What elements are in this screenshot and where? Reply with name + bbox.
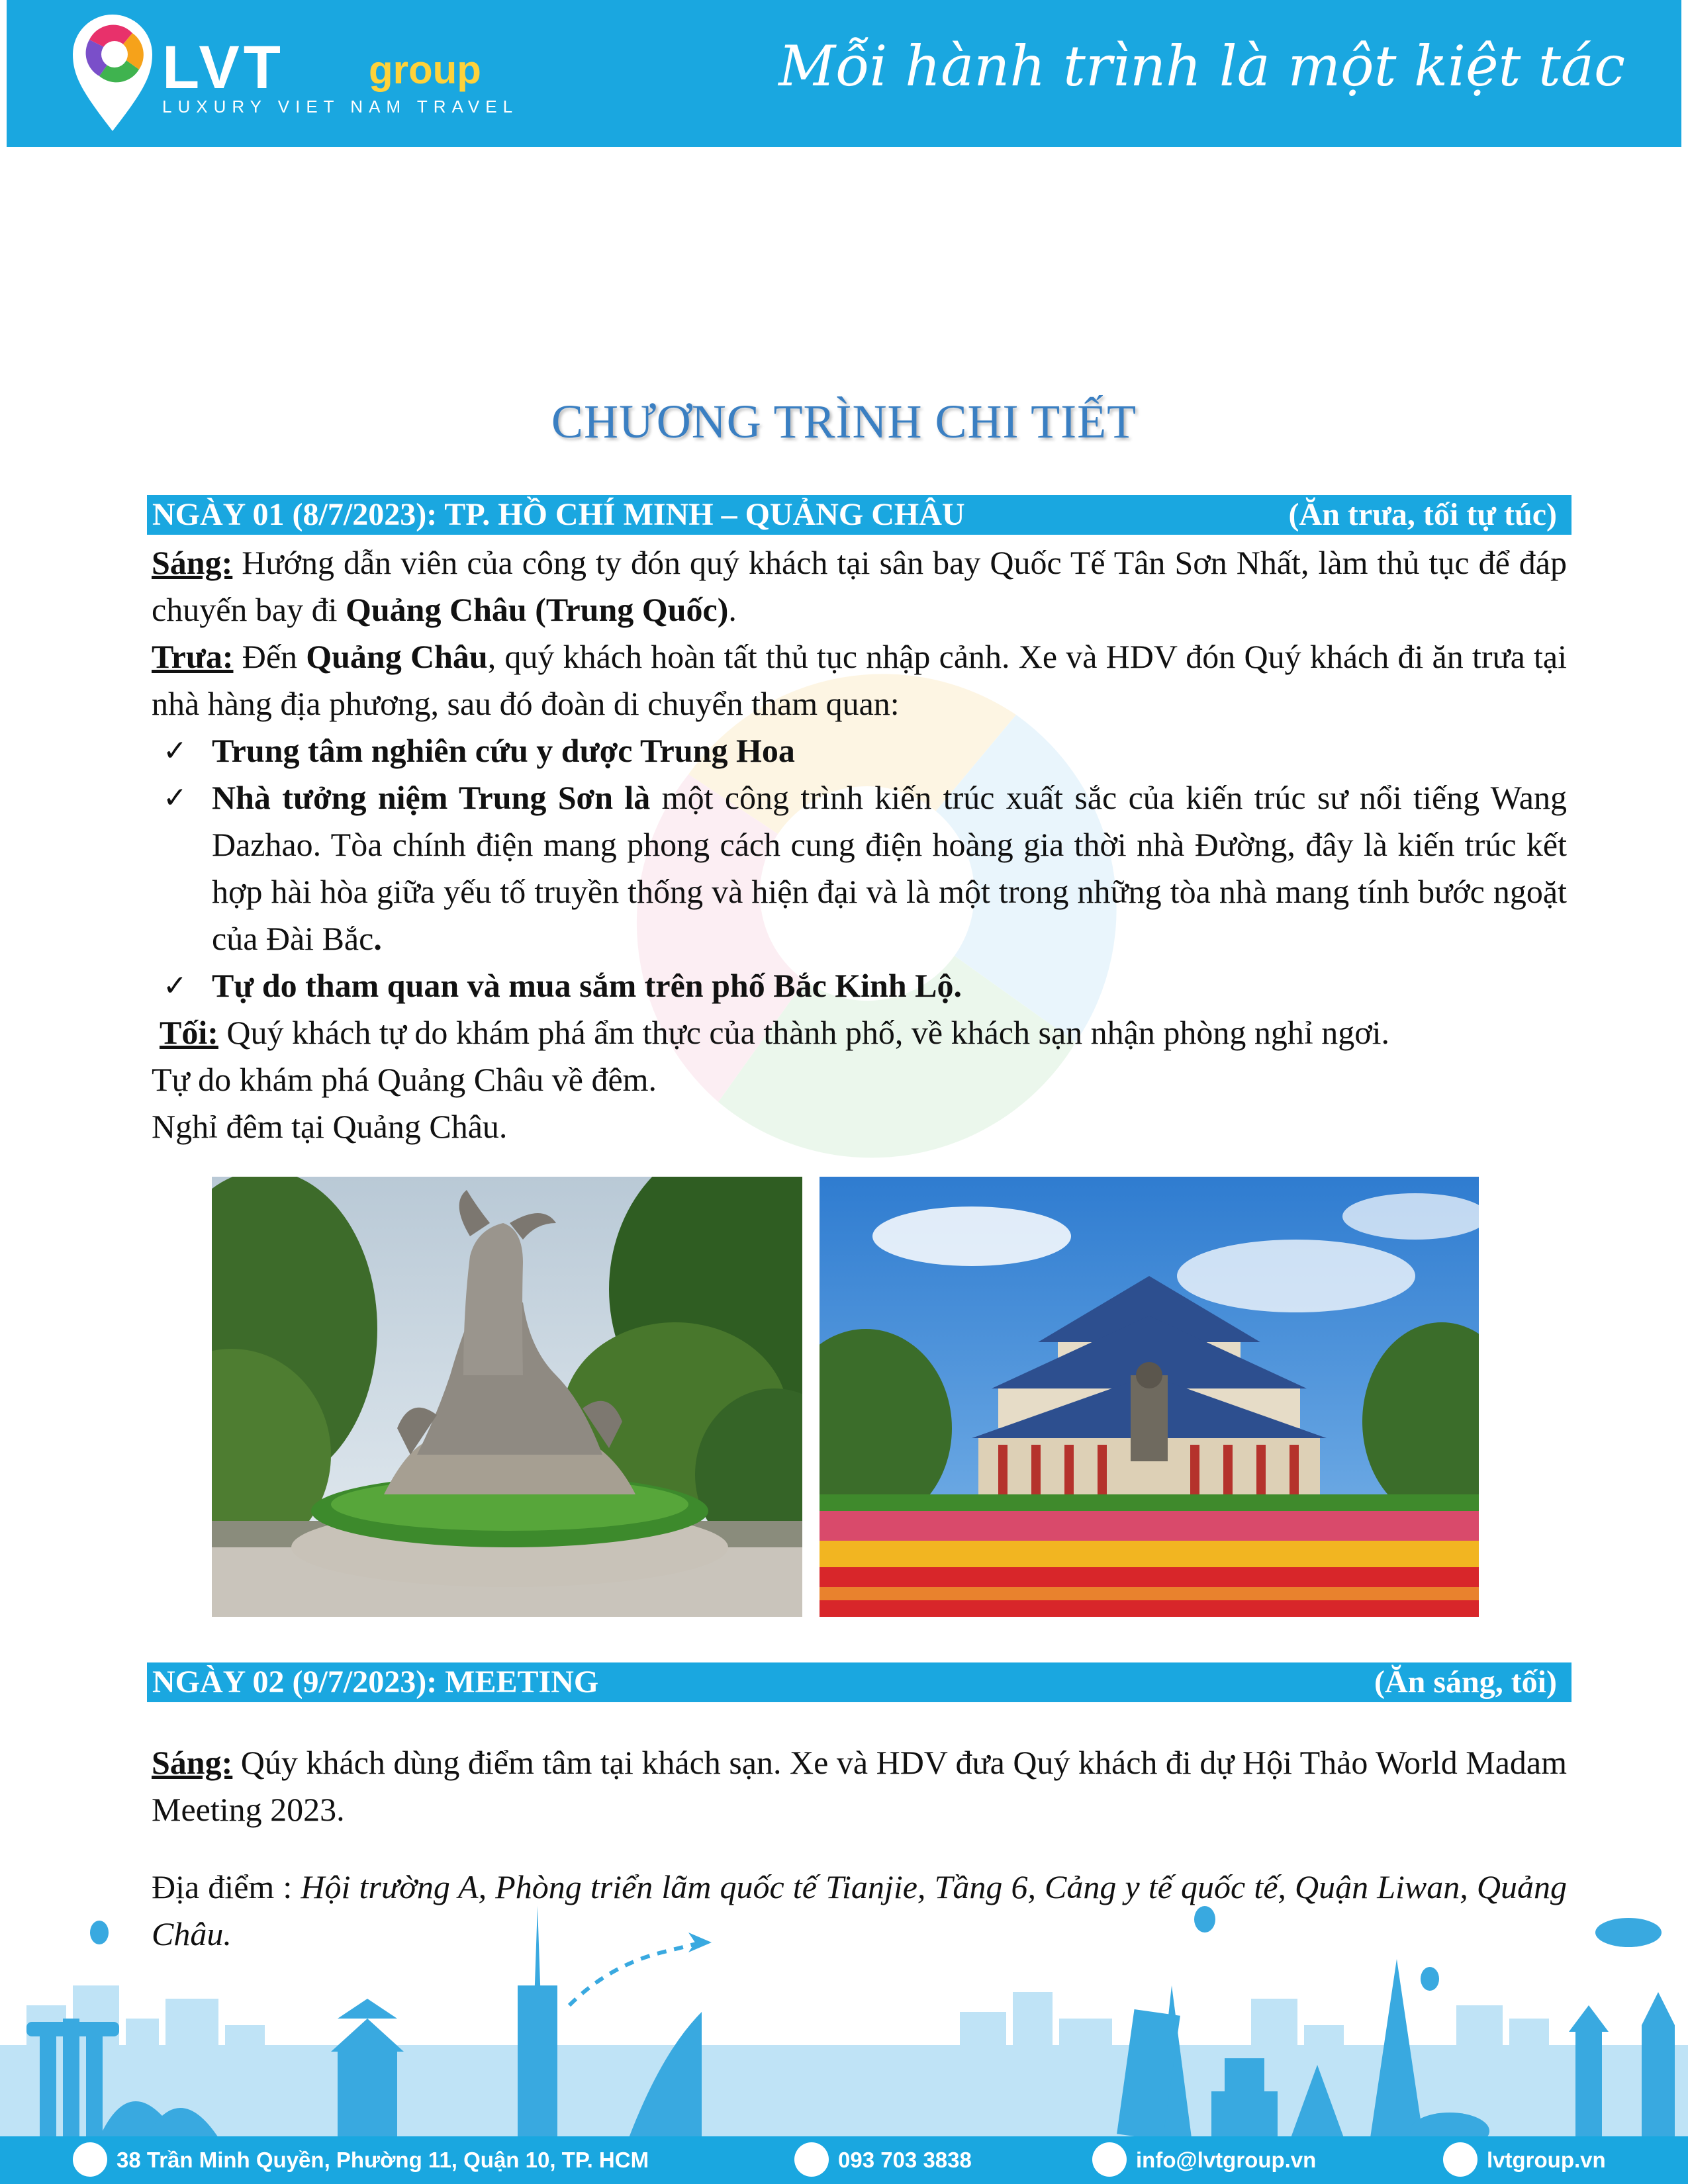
venue-address: Hội trường A, Phòng triển lãm quốc tế Tianjie, Tầng 6, Cảng y tế quốc tế, Quận Liwan, Quảng Châu. xyxy=(152,1868,1568,1952)
free-night-line: Tự do khám phá Quảng Châu về đêm. xyxy=(152,1061,657,1098)
phone-icon xyxy=(794,2142,829,2177)
footer-address xyxy=(73,2136,649,2184)
phone-text[interactable]: 093 703 3838 xyxy=(838,2148,972,2172)
email-link[interactable]: info@lvtgroup.vn xyxy=(1136,2148,1317,2172)
list-item xyxy=(152,774,1567,962)
checkmark-icon: ✓ xyxy=(163,781,187,815)
memorial-hall-photo xyxy=(820,1177,1479,1617)
website-link[interactable]: lvtgroup.vn xyxy=(1487,2148,1606,2172)
noon-city-bold: Quảng Châu xyxy=(306,638,488,675)
list-item xyxy=(152,962,1567,1009)
company-logo xyxy=(70,13,533,136)
list-item xyxy=(152,727,1567,774)
address-text: 38 Trần Minh Quyền, Phường 11, Quận 10, TP. HCM xyxy=(117,2148,649,2172)
checkmark-icon: ✓ xyxy=(163,969,187,1003)
list-item-text: Tự do tham quan và mua sắm trên phố Bắc Kinh Lộ. xyxy=(212,967,962,1004)
sightseeing-list xyxy=(152,727,1567,1009)
evening-paragraph xyxy=(152,1009,1567,1056)
checkmark-icon: ✓ xyxy=(163,734,187,768)
footer-email[interactable] xyxy=(1092,2136,1316,2184)
evening-text: Quý khách tự do khám phá ẩm thực của thành phố, về khách sạn nhận phòng nghỉ ngơi. xyxy=(218,1014,1390,1051)
day-01-meals: (Ăn trưa, tối tự túc) xyxy=(1288,497,1557,532)
day2-morning-paragraph xyxy=(152,1739,1567,1833)
morning-paragraph xyxy=(152,539,1567,633)
location-pin-logo-icon xyxy=(70,13,156,136)
morning-end: . xyxy=(728,591,737,628)
footer-phone[interactable] xyxy=(794,2136,972,2184)
day2-morning-label: Sáng: xyxy=(152,1744,233,1781)
noon-paragraph xyxy=(152,633,1567,727)
day-02-header-bar xyxy=(147,1662,1571,1702)
day-01-header-bar xyxy=(147,495,1571,535)
globe-icon xyxy=(1443,2142,1477,2177)
logo-wordmark: LVT xyxy=(162,34,285,101)
footer-bar xyxy=(0,2136,1688,2184)
list-item-bold: Nhà tưởng niệm Trung Sơn là xyxy=(212,779,651,816)
list-item-end: . xyxy=(373,920,382,957)
logo-tagline: LUXURY VIET NAM TRAVEL xyxy=(162,97,519,116)
overnight-line: Nghỉ đêm tại Quảng Châu. xyxy=(152,1108,508,1145)
logo-group-word: group xyxy=(369,48,481,92)
day2-morning-text: Qúy khách dùng điểm tâm tại khách sạn. Xe và HDV đưa Quý khách đi dự Hội Thảo World Madam Meeting 2023. xyxy=(152,1744,1567,1828)
destination-bold: Quảng Châu (Trung Quốc) xyxy=(345,591,729,628)
footer-website[interactable] xyxy=(1443,2136,1606,2184)
page-title: CHƯƠNG TRÌNH CHI TIẾT xyxy=(551,395,1137,448)
five-rams-statue-photo xyxy=(212,1177,802,1617)
noon-label: Trưa: xyxy=(152,638,234,675)
venue-label: Địa điểm : xyxy=(152,1868,301,1905)
mail-icon xyxy=(1092,2142,1127,2177)
list-item-text: Trung tâm nghiên cứu y dược Trung Hoa xyxy=(212,732,795,769)
home-icon xyxy=(73,2142,107,2177)
header-banner xyxy=(7,0,1681,147)
noon-text: , quý khách hoàn tất thủ tục nhập cảnh. Xe và HDV đón Quý khách đi ăn trưa tại nhà hàng địa phương, sau đó đoàn di chuyển tham quan: xyxy=(152,638,1567,722)
noon-pre: Đến xyxy=(233,638,306,675)
header-slogan: Mỗi hành trình là một kiệt tác xyxy=(778,34,1625,99)
evening-label: Tối: xyxy=(160,1014,218,1051)
day-02-meals: (Ăn sáng, tối) xyxy=(1374,1664,1557,1700)
day-01-content xyxy=(152,539,1567,1150)
morning-label: Sáng: xyxy=(152,544,233,581)
morning-text: Hướng dẫn viên của công ty đón quý khách tại sân bay Quốc Tế Tân Sơn Nhất, làm thủ tục để đáp chuyến bay đi xyxy=(152,544,1567,628)
day-02-title: NGÀY 02 (9/7/2023): MEETING xyxy=(152,1664,599,1700)
list-item-text: một công trình kiến trúc xuất sắc của kiến trúc sư nổi tiếng Wang Dazhao. Tòa chính điện mang phong cách cung điện hoàng gia thời nhà Đường, đây là kiến trúc kết hợp hài hòa giữa yếu tố truyền thống và hiện đại và là một trong những tòa nhà mang tính bước ngoặt của Đài Bắc xyxy=(212,779,1568,957)
day-01-title: NGÀY 01 (8/7/2023): TP. HỒ CHÍ MINH – QUẢNG CHÂU xyxy=(152,497,965,532)
